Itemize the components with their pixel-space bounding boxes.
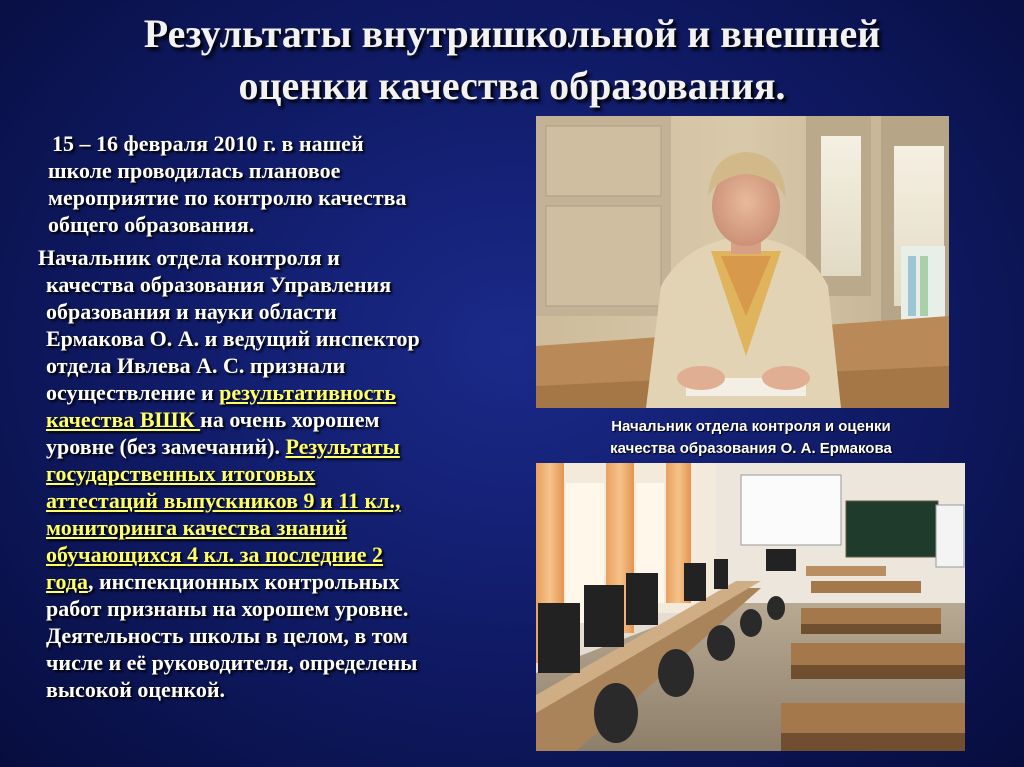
body-text: [26, 130, 526, 705]
text-fragment: на очень хорошем: [200, 407, 380, 432]
caption-line-1: Начальник отдела контроля и оценки: [611, 418, 891, 435]
paragraph-line: [46, 406, 526, 433]
paragraph-line: 15 – 16 февраля 2010 г. в нашей: [52, 131, 364, 156]
paragraph-line: Начальник отдела контроля и: [38, 245, 340, 270]
photo-computer-classroom-image: [536, 463, 965, 751]
link-state-exam-results[interactable]: аттестаций выпускников 9 и 11 кл.,: [46, 488, 401, 513]
paragraph-line: Ермакова О. А. и ведущий инспектор: [46, 326, 420, 351]
link-monitoring[interactable]: обучающихся 4 кл. за последние 2: [46, 542, 384, 567]
paragraph-line: качества образования Управления: [46, 272, 392, 297]
paragraph-date: [26, 130, 526, 238]
title-line-2: оценки качества образования.: [238, 63, 786, 108]
paragraph-line: высокой оценкой.: [46, 677, 226, 702]
caption-line-2: качества образования О. А. Ермакова: [610, 440, 892, 457]
text-fragment: , инспекционных контрольных: [87, 569, 400, 594]
link-state-exam-results[interactable]: государственных итоговых: [46, 461, 316, 486]
title-line-1: Результаты внутришкольной и внешней: [143, 11, 881, 56]
paragraph-line: числе и её руководителя, определены: [46, 650, 418, 675]
paragraph-line: школе проводилась плановое: [48, 158, 341, 183]
paragraph-line: [46, 568, 526, 595]
paragraph-conclusion: [26, 244, 526, 703]
link-monitoring[interactable]: мониторинга качества знаний: [46, 515, 348, 540]
paragraph-line: [46, 487, 526, 514]
photo-head-of-department-image: [536, 116, 949, 408]
paragraph-line: отдела Ивлева А. С. признали: [46, 353, 346, 378]
paragraph-line: общего образования.: [48, 212, 255, 237]
paragraph-line: Деятельность школы в целом, в том: [46, 623, 408, 648]
link-vshk-results[interactable]: результативность: [219, 380, 396, 405]
slide-title: [40, 8, 984, 112]
paragraph-line: [46, 541, 526, 568]
text-fragment: осуществление и: [46, 380, 220, 405]
link-vshk-quality[interactable]: качества ВШК: [46, 407, 201, 432]
paragraph-line: работ признаны на хорошем уровне.: [46, 596, 409, 621]
paragraph-line: образования и науки области: [46, 299, 337, 324]
link-state-exam-results[interactable]: Результаты: [285, 434, 400, 459]
text-fragment: уровне (без замечаний).: [46, 434, 286, 459]
paragraph-line: [46, 460, 526, 487]
paragraph-line: [46, 433, 526, 460]
photo-computer-classroom: [536, 463, 965, 751]
paragraph-line: [46, 379, 526, 406]
photo-caption: [556, 416, 946, 460]
paragraph-line: мероприятие по контролю качества: [48, 185, 407, 210]
link-monitoring[interactable]: года: [46, 569, 88, 594]
paragraph-line: [46, 514, 526, 541]
photo-head-of-department: [536, 116, 949, 408]
